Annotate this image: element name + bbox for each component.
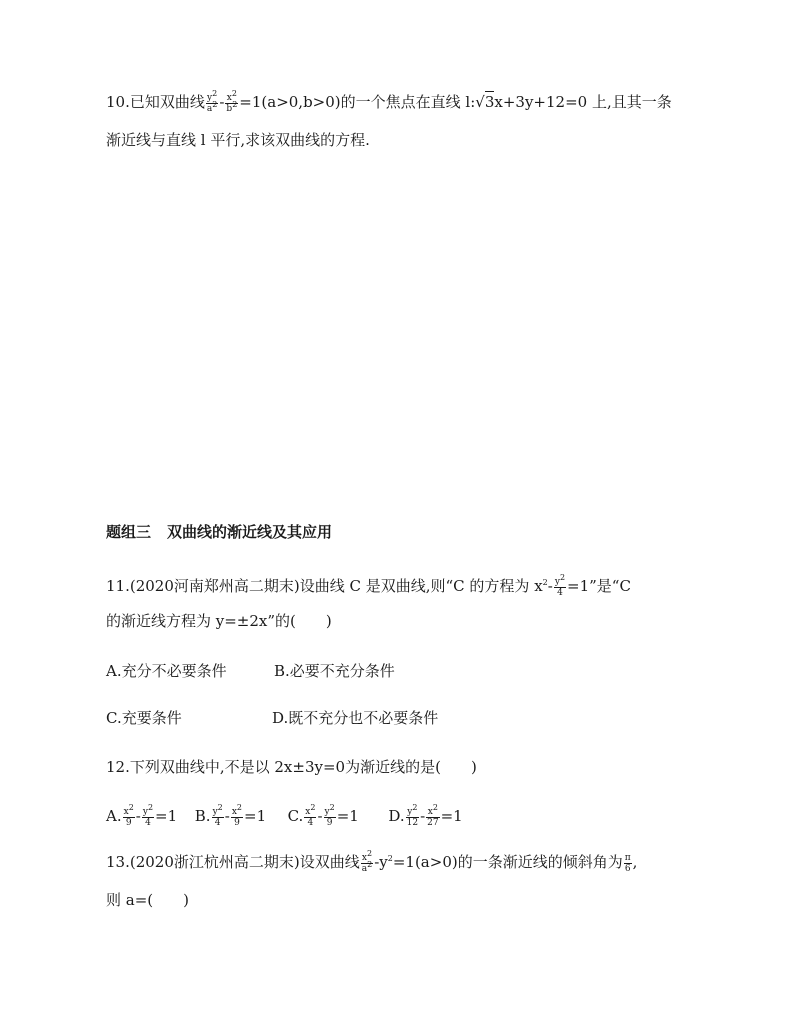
q12-a-d1: 9: [125, 817, 132, 828]
q13-frac-den-sup: 2: [367, 859, 373, 869]
q10-frac2-num: x: [226, 92, 232, 103]
q12-option-a-label: A.: [106, 807, 122, 825]
q12-option-c-frac1: [304, 802, 316, 828]
q12-option-a-frac1: [123, 802, 135, 828]
q10-frac1-num-sup: 2: [212, 88, 218, 98]
q12-c-n2s: 2: [329, 802, 335, 812]
q12-b-n2: x: [231, 806, 237, 817]
q12-b-n1: y: [212, 806, 218, 817]
q12-d-op: -: [420, 807, 426, 825]
q12-option-a-frac2: [142, 802, 154, 828]
q12-c-d2: 9: [326, 817, 333, 828]
q12-d-d1: 12: [406, 817, 419, 828]
q12-c-rhs: =1: [336, 807, 359, 825]
q12-b-d1: 4: [214, 817, 221, 828]
q12-option-d-frac1: [406, 802, 419, 828]
q13-text-c: =1(a>0)的一条渐近线的倾斜角为: [392, 853, 623, 871]
q12-option-c-label: C.: [287, 807, 304, 825]
section-heading: [106, 522, 332, 542]
q10-frac1-num: y: [207, 92, 213, 103]
q12-option-b: [194, 802, 283, 828]
q11-line1: [106, 572, 631, 598]
q12-a-d2: 4: [145, 817, 151, 828]
q12-options-row: [106, 802, 463, 828]
q12-option-d-frac2: [426, 802, 439, 828]
q12-d-n2s: 2: [432, 802, 438, 812]
q11-line2: 的渐近线方程为 y=±2x”的( ): [106, 612, 332, 630]
q11-text-a: 11.(2020河南郑州高二期末)设曲线 C 是双曲线,则“C 的方程为 x: [106, 577, 543, 595]
q13-text-d: ,: [632, 853, 638, 871]
q10-frac2-num-sup: 2: [231, 88, 237, 98]
q13-y-sup: 2: [387, 854, 393, 863]
q11-x-sup: 2: [542, 578, 548, 587]
sqrt-symbol: √: [475, 93, 485, 111]
q10-line2: 渐近线与直线 l 平行,求该双曲线的方程.: [106, 131, 370, 149]
q13-fraction: [361, 848, 373, 874]
q10-text-b: =1(a>0,b>0)的一个焦点在直线 l:: [239, 93, 476, 111]
q12-a-n1s: 2: [128, 802, 134, 812]
q13-line1: [106, 848, 638, 874]
q11-option-b: B.必要不充分条件: [274, 662, 395, 680]
q11-text-b: =1”是“C: [567, 577, 631, 595]
q12-option-d: [388, 802, 463, 828]
section-title: 双曲线的渐近线及其应用: [167, 523, 333, 541]
q12-a-n2s: 2: [147, 802, 154, 812]
q10-fraction-2: [225, 88, 238, 114]
q10-text-a: 已知双曲线: [129, 93, 205, 111]
q10-frac1-den: a: [206, 103, 213, 114]
q11-frac-num: y: [554, 576, 560, 587]
q11-option-d: D.既不充分也不必要条件: [272, 709, 439, 727]
q12-option-b-label: B.: [194, 807, 211, 825]
q10-sqrt-radicand: 3: [484, 93, 495, 111]
q12-option-c-frac2: [324, 802, 336, 828]
q12-line1: 12.下列双曲线中,不是以 2x±3y=0为渐近线的是( ): [106, 758, 477, 776]
q12-option-b-frac2: [231, 802, 243, 828]
q12-option-a: [106, 802, 190, 828]
q12-b-n1s: 2: [217, 802, 223, 812]
q11-option-c: C.充要条件: [106, 709, 182, 727]
q13-text-b: -y: [374, 853, 388, 871]
q10-frac1-den-sup: 2: [212, 99, 218, 109]
q12-option-d-label: D.: [388, 807, 405, 825]
q10-frac2-den-sup: 2: [232, 99, 238, 109]
q10-minus: -: [219, 93, 225, 111]
q11-frac-num-sup: 2: [559, 572, 566, 582]
q12-a-n1: x: [123, 806, 129, 817]
q12-c-d1: 4: [307, 817, 314, 828]
q11-options-row1: [106, 661, 395, 681]
q10-text-c: x+3y+12=0 上,且其一条: [494, 93, 672, 111]
q12-b-n2s: 2: [236, 802, 243, 812]
q10-fraction-1: [206, 88, 218, 114]
q13-angle-num: π: [624, 852, 631, 863]
q12-d-rhs: =1: [440, 807, 463, 825]
q12-c-n1: x: [305, 806, 311, 817]
q13-text-a: 13.(2020浙江杭州高二期末)设双曲线: [106, 853, 360, 871]
q12-d-n1: y: [407, 806, 413, 817]
q12-b-rhs: =1: [244, 807, 267, 825]
q13-line2: 则 a=( ): [106, 891, 189, 909]
q11-fraction: [554, 572, 566, 598]
q13-frac-num: x: [361, 852, 367, 863]
q11-minus: -: [547, 577, 553, 595]
q12-a-rhs: =1: [155, 807, 178, 825]
q12-b-op: -: [224, 807, 230, 825]
q10-number: 10.: [106, 93, 130, 111]
q10-frac2-den: b: [226, 103, 233, 114]
q12-option-c: [287, 802, 384, 828]
q12-c-op: -: [317, 807, 323, 825]
q13-frac-num-sup: 2: [366, 848, 373, 858]
q10-line1: [106, 88, 672, 114]
q13-frac-den: a: [361, 863, 368, 874]
q12-a-op: -: [135, 807, 141, 825]
q12-c-n2: y: [324, 806, 330, 817]
q12-option-b-frac1: [212, 802, 224, 828]
q13-angle-fraction: [624, 853, 632, 874]
q12-d-n2: x: [427, 806, 433, 817]
section-label: 题组三: [106, 523, 152, 541]
q12-d-d2: 27: [427, 817, 439, 828]
q11-frac-den: 4: [557, 587, 563, 598]
q11-option-a: A.充分不必要条件: [106, 662, 227, 680]
q12-a-n2: y: [142, 806, 148, 817]
q11-options-row2: [106, 708, 438, 728]
q12-b-d2: 9: [234, 817, 240, 828]
q13-angle-den: 6: [624, 863, 631, 874]
q12-c-n1s: 2: [310, 802, 316, 812]
q12-d-n1s: 2: [412, 802, 418, 812]
